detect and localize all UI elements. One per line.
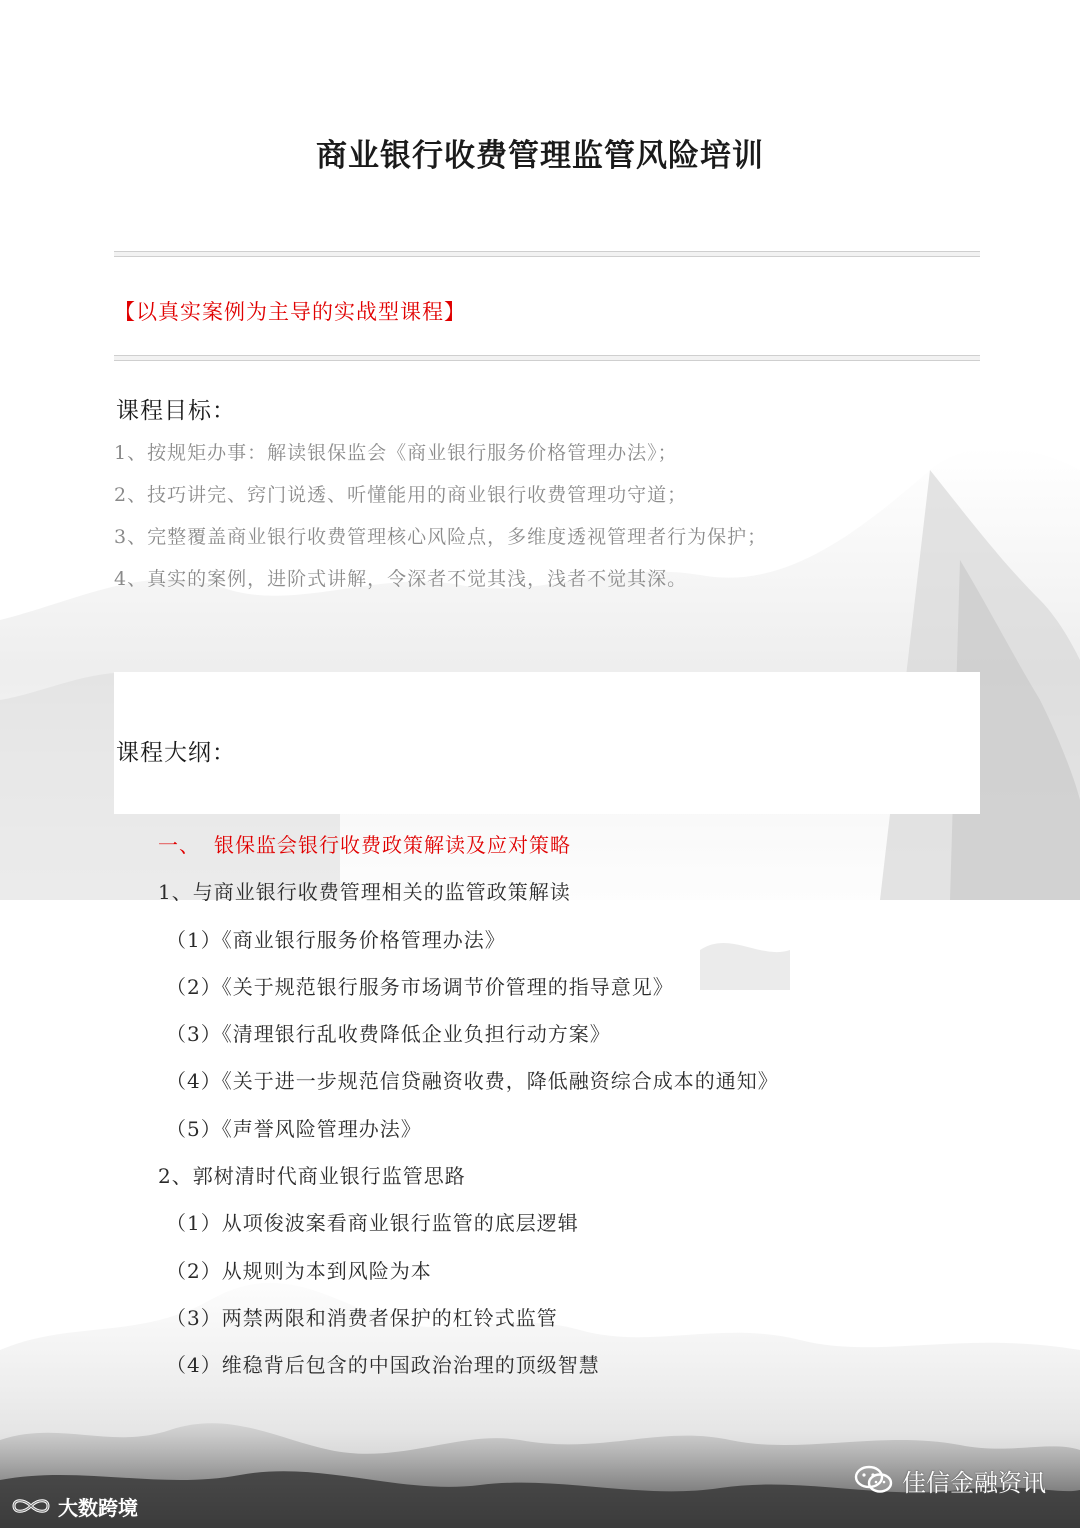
goals-heading: 课程目标： (116, 398, 236, 424)
outline-item: （2）《关于规范银行服务市场调节价管理的指导意见》 (166, 974, 674, 999)
outline-item: （4）《关于进一步规范信贷融资收费，降低融资综合成本的通知》 (166, 1069, 779, 1094)
infinity-logo-icon (10, 1495, 52, 1517)
outline-heading: 课程大纲： (116, 740, 236, 766)
outline-part-title: 1、与商业银行收费管理相关的监管政策解读 (158, 880, 571, 905)
outline-item: （4）维稳背后包含的中国政治治理的顶级智慧 (166, 1353, 600, 1378)
outline-section-title (158, 826, 978, 873)
watermark-right (854, 1460, 1046, 1500)
watermark-left (10, 1492, 138, 1520)
goal-item: 1、按规矩办事：解读银保监会《商业银行服务价格管理办法》； (114, 442, 678, 464)
section-title-text: 银保监会银行收费政策解读及应对策略 (214, 833, 571, 857)
outline-item: （3）《清理银行乱收费降低企业负担行动方案》 (166, 1022, 611, 1047)
section-number: 一、 (158, 833, 200, 857)
watermark-right-text: 佳信金融资讯 (902, 1468, 1046, 1497)
document-title: 商业银行收费管理监管风险培训 (316, 138, 764, 174)
outline-item: （1）从项俊波案看商业银行监管的底层逻辑 (166, 1211, 579, 1236)
outline-item: （5）《声誉风险管理办法》 (166, 1116, 422, 1141)
outline-item: （3）两禁两限和消费者保护的杠铃式监管 (166, 1305, 558, 1330)
course-outline (158, 826, 978, 1394)
watermark-left-text: 大数跨境 (58, 1495, 138, 1520)
goal-item: 4、真实的案例，进阶式讲解，令深者不觉其浅，浅者不觉其深。 (114, 568, 688, 590)
outline-item: （2）从规则为本到风险为本 (166, 1258, 432, 1283)
goals-list (114, 436, 767, 604)
wechat-icon (854, 1464, 894, 1496)
divider-bottom (114, 355, 980, 361)
outline-item: （1）《商业银行服务价格管理办法》 (166, 927, 506, 952)
divider-top (114, 251, 980, 257)
goal-item: 3、完整覆盖商业银行收费管理核心风险点，多维度透视管理者行为保护； (114, 526, 768, 548)
course-tagline: 【以真实案例为主导的实战型课程】 (114, 300, 466, 324)
outline-part-title: 2、郭树清时代商业银行监管思路 (158, 1164, 466, 1189)
goal-item: 2、技巧讲完、窍门说透、听懂能用的商业银行收费管理功守道； (114, 484, 688, 506)
outline-heading-panel (114, 672, 980, 814)
